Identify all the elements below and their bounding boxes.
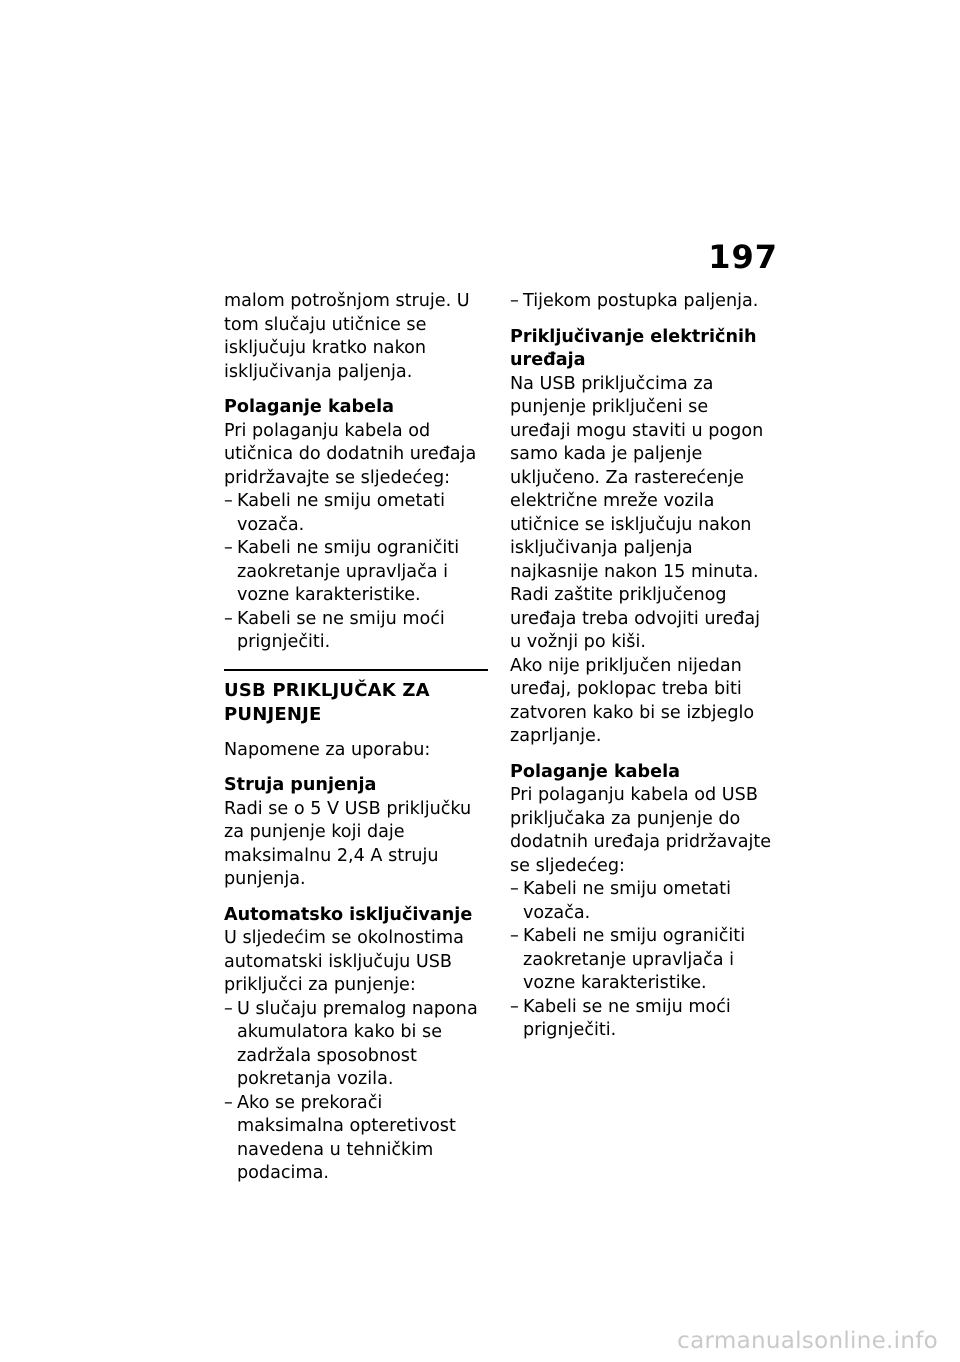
- usb-cable-list: [510, 878, 774, 1043]
- list-item: – Kabeli ne smiju ometati vozača.: [510, 878, 774, 925]
- list-item: – Kabeli se ne smiju moći prignječiti.: [510, 996, 774, 1043]
- watermark: carmanualsonline.info: [677, 1328, 938, 1354]
- list-item: – Kabeli se ne smiju moći prignječiti.: [224, 608, 488, 655]
- list-item: – Kabeli ne smiju ograničiti zaokretanje upravljača i vozne karakteristike.: [510, 925, 774, 996]
- cable-list: [224, 490, 488, 655]
- auto-text: U sljedećim se okolnostima automatski isključuju USB priključci za punjenje:: [224, 928, 464, 995]
- usb-cable-heading: Polaganje kabela: [510, 761, 680, 782]
- auto-heading: Automatsko isključivanje: [224, 904, 473, 925]
- section-divider: [224, 669, 488, 727]
- page-number: 197: [708, 238, 778, 276]
- intro-paragraph: malom potrošnjom struje. U tom slučaju utičnice se isključuju kratko nakon isključivanja paljenja.: [224, 291, 470, 382]
- auto-list: [224, 998, 488, 1186]
- list-item: – U slučaju premalog napona akumulatora kako bi se zadržala sposobnost pokretanja vozila.: [224, 998, 488, 1092]
- current-heading: Struja punjenja: [224, 775, 377, 795]
- cable-text: Pri polaganju kabela od utičnica do dodatnih uređaja pridržavajte se sljedećeg:: [224, 420, 477, 488]
- current-text: Radi se o 5 V USB priključku za punjenje koji daje maksimalnu 2,4 A struju punjenja.: [224, 798, 472, 889]
- connect-heading: Priključivanje električnih uređaja: [510, 326, 757, 370]
- usb-cable-text: Pri polaganju kabela od USB priključaka za punjenje do dodatnih uređaja pridržavajte se sljedećeg:: [510, 785, 772, 876]
- list-item: – Ako se prekorači maksimalna opteretivost navedena u tehničkim podacima.: [224, 1092, 488, 1186]
- connect-paragraph-2: Radi zaštite priključenog uređaja treba odvojiti uređaj u vožnji po kiši.: [510, 585, 761, 652]
- list-item: – Kabeli ne smiju ometati vozača.: [224, 490, 488, 537]
- section-title: USB PRIKLJUČAK ZA PUNJENJE: [224, 679, 430, 725]
- cable-heading: Polaganje kabela: [224, 397, 394, 417]
- connect-paragraph-3: Ako nije priključen nijedan uređaj, poklopac treba biti zatvoren kako bi se izbjeglo zaprljanje.: [510, 655, 755, 746]
- list-item: – Tijekom postupka paljenja.: [510, 290, 774, 314]
- notes-label: Napomene za uporabu:: [224, 739, 431, 760]
- connect-paragraph-1: Na USB priključcima za punjenje priključeni se uređaji mogu staviti u pogon samo kada je paljenje uključeno. Za rasterećenje električne mreže vozila utičnice se isključuju nakon isključivanja paljenja najkasnije nakon 15 minuta.: [510, 373, 764, 582]
- auto-list-continued: [510, 290, 774, 314]
- list-item: – Kabeli ne smiju ograničiti zaokretanje upravljača i vozne karakteristike.: [224, 537, 488, 608]
- right-column: [510, 290, 774, 1043]
- left-column: [224, 290, 488, 1186]
